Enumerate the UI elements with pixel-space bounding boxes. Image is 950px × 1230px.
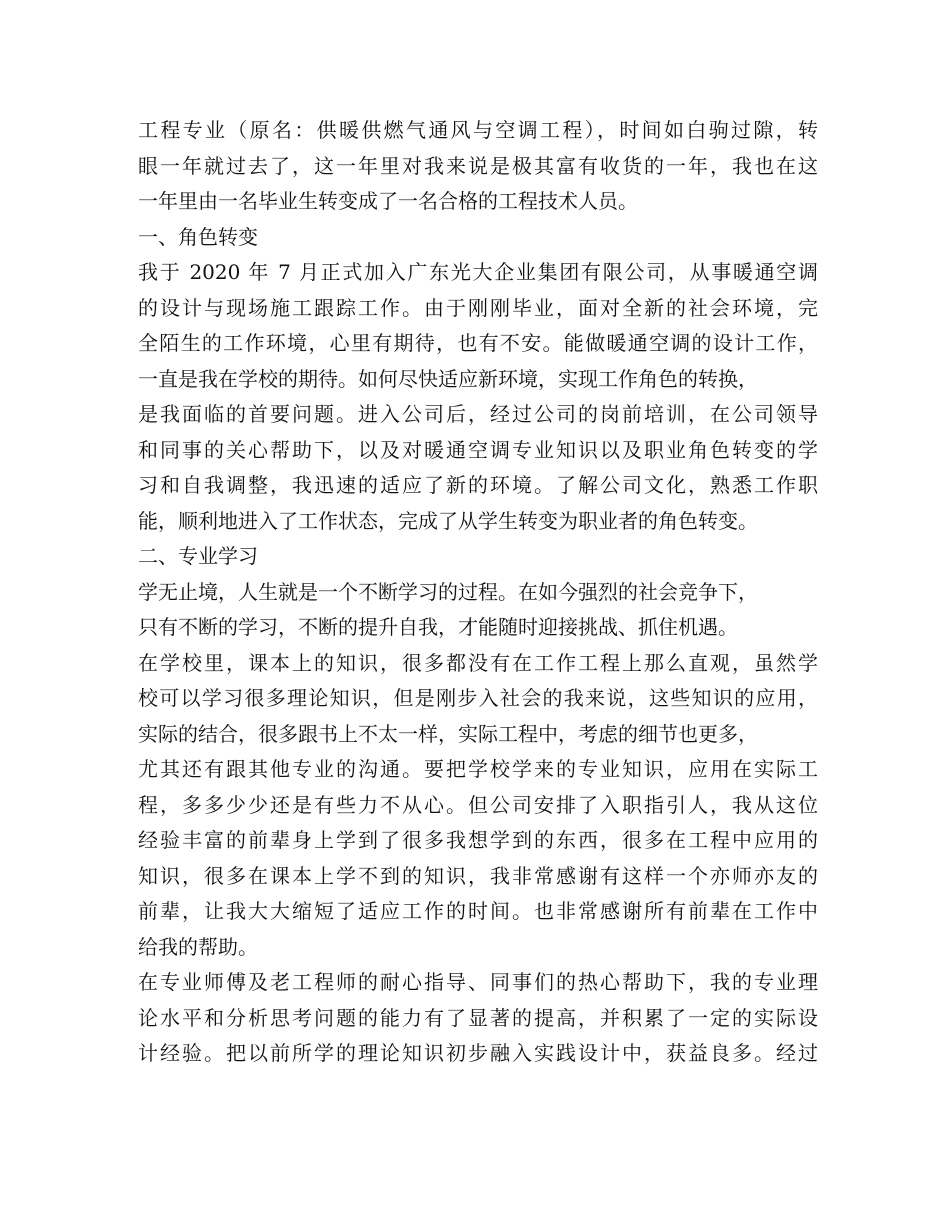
text-line: 论水平和分析思考问题的能力有了显著的提高，并积累了一定的实际设 <box>138 1005 818 1030</box>
text-line: 习和自我调整，我迅速的适应了新的环境。了解公司文化，熟悉工作职 <box>138 473 818 497</box>
text-line: 校可以学习很多理论知识，但是刚步入社会的我来说，这些知识的应用， <box>138 686 818 710</box>
document-body <box>138 113 818 1072</box>
text-line: 只有不断的学习，不断的提升自我，才能随时迎接挑战、抓住机遇。 <box>138 615 738 639</box>
text-line: 工程专业（原名：供暖供燃气通风与空调工程），时间如白驹过隙，转 <box>138 118 818 142</box>
text-line: 能，顺利地进入了工作状态，完成了从学生转变为职业者的角色转变。 <box>138 508 758 533</box>
text-line: 和同事的关心帮助下，以及对暖通空调专业知识以及职业角色转变的学 <box>138 437 818 462</box>
text-line: 我于 2020 年 7 月正式加入广东光大企业集团有限公司，从事暖通空调 <box>138 260 818 284</box>
text-line: 经验丰富的前辈身上学到了很多我想学到的东西，很多在工程中应用的 <box>138 828 818 852</box>
text-line: 知识，很多在课本上学不到的知识，我非常感谢有这样一个亦师亦友的 <box>138 863 818 888</box>
text-line: 是我面临的首要问题。进入公司后，经过公司的岗前培训，在公司领导 <box>138 402 818 426</box>
text-line: 给我的帮助。 <box>138 934 258 959</box>
text-line: 在专业师傅及老工程师的耐心指导、同事们的热心帮助下，我的专业理 <box>138 970 818 994</box>
text-line: 学无止境，人生就是一个不断学习的过程。在如今强烈的社会竞争下， <box>138 579 758 604</box>
text-line: 一、角色转变 <box>138 224 258 249</box>
text-line: 程，多多少少还是有些力不从心。但公司安排了入职指引人，我从这位 <box>138 792 818 817</box>
text-line: 实际的结合，很多跟书上不太一样，实际工程中，考虑的细节也更多， <box>138 721 758 746</box>
text-line: 在学校里，课本上的知识，很多都没有在工作工程上那么直观，虽然学 <box>138 650 818 675</box>
text-line: 计经验。把以前所学的理论知识初步融入实践设计中，获益良多。经过 <box>138 1041 818 1065</box>
text-line: 的设计与现场施工跟踪工作。由于刚刚毕业，面对全新的社会环境，完 <box>138 295 818 320</box>
text-line: 前辈，让我大大缩短了适应工作的时间。也非常感谢所有前辈在工作中 <box>138 899 818 923</box>
text-line: 二、专业学习 <box>138 544 258 568</box>
text-line: 全陌生的工作环境，心里有期待，也有不安。能做暖通空调的设计工作， <box>138 331 818 355</box>
text-line: 一年里由一名毕业生转变成了一名合格的工程技术人员。 <box>138 189 638 213</box>
text-line: 一直是我在学校的期待。如何尽快适应新环境，实现工作角色的转换， <box>138 366 758 391</box>
text-line: 眼一年就过去了，这一年里对我来说是极其富有收货的一年，我也在这 <box>138 153 818 178</box>
text-line: 尤其还有跟其他专业的沟通。要把学校学来的专业知识，应用在实际工 <box>138 757 818 781</box>
